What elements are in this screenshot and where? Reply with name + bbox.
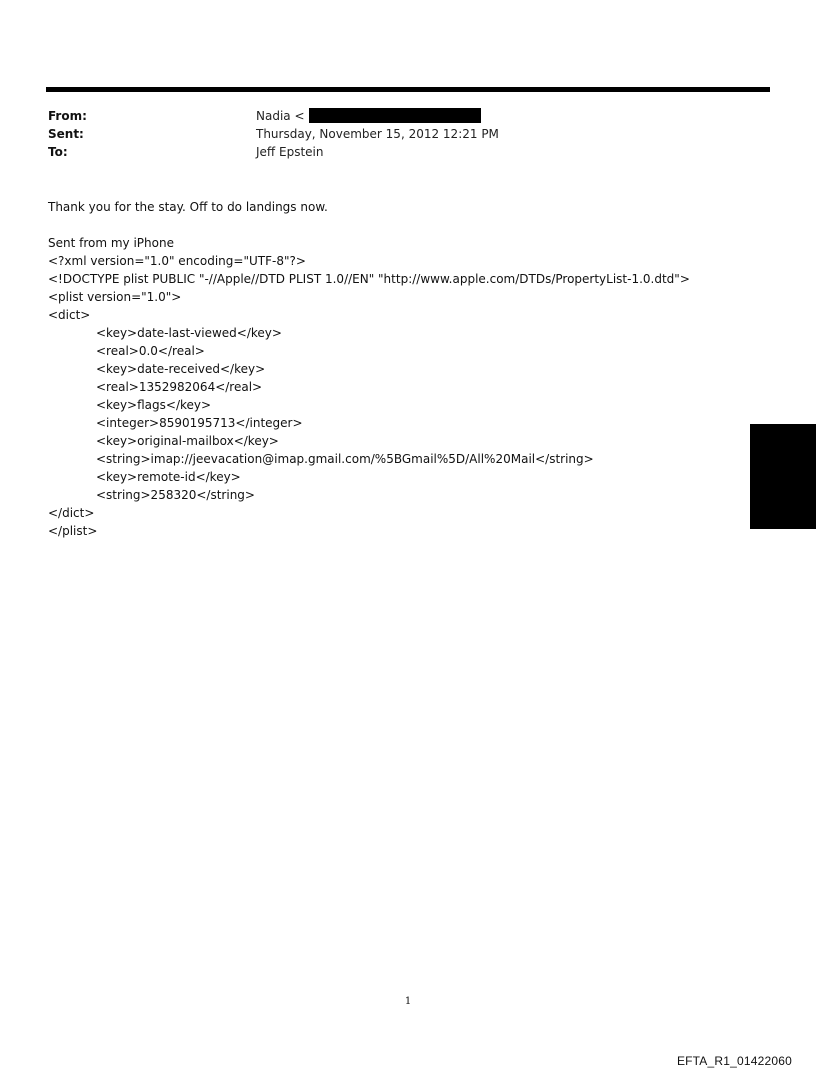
signature-text: Sent from my iPhone: [48, 236, 174, 250]
page-number: 1: [404, 996, 412, 1007]
from-label: From:: [48, 109, 87, 123]
to-label: To:: [48, 145, 68, 159]
xml-line: <?xml version="1.0" encoding="UTF-8"?>: [48, 254, 306, 268]
sent-row: [48, 125, 748, 143]
sender-name: Nadia <: [256, 109, 305, 123]
xml-line: <string>imap://jeevacation@imap.gmail.com/%5BGmail%5D/All%20Mail</string>: [96, 452, 594, 466]
xml-line: <key>remote-id</key>: [96, 470, 241, 484]
xml-line: <!DOCTYPE plist PUBLIC "-//Apple//DTD PLIST 1.0//EN" "http://www.apple.com/DTDs/PropertyList-1.0.dtd">: [48, 272, 690, 286]
redaction-side-block: [750, 424, 816, 529]
email-header: [48, 107, 748, 161]
xml-line: <key>original-mailbox</key>: [96, 434, 279, 448]
xml-line: <key>date-received</key>: [96, 362, 266, 376]
xml-line: </dict>: [48, 506, 95, 520]
sent-label: Sent:: [48, 127, 84, 141]
paragraph-gap: [48, 216, 768, 234]
bates-number: EFTA_R1_01422060: [676, 1054, 792, 1068]
to-row: [48, 143, 748, 161]
header-rule: [46, 87, 770, 92]
xml-line: <key>date-last-viewed</key>: [96, 326, 282, 340]
redaction-block: [309, 108, 481, 123]
to-value: Jeff Epstein: [256, 145, 324, 159]
sent-value: Thursday, November 15, 2012 12:21 PM: [256, 127, 499, 141]
plist-xml: [48, 252, 768, 540]
xml-line: <key>flags</key>: [96, 398, 212, 412]
xml-line: <integer>8590195713</integer>: [96, 416, 303, 430]
message-text: Thank you for the stay. Off to do landings now.: [48, 200, 328, 214]
xml-line: <plist version="1.0">: [48, 290, 182, 304]
from-row: [48, 107, 748, 125]
xml-line: </plist>: [48, 524, 98, 538]
email-body: [48, 198, 768, 540]
xml-line: <real>0.0</real>: [96, 344, 205, 358]
xml-line: <dict>: [48, 308, 91, 322]
from-value: [256, 107, 481, 125]
xml-line: <real>1352982064</real>: [96, 380, 263, 394]
xml-line: <string>258320</string>: [96, 488, 255, 502]
